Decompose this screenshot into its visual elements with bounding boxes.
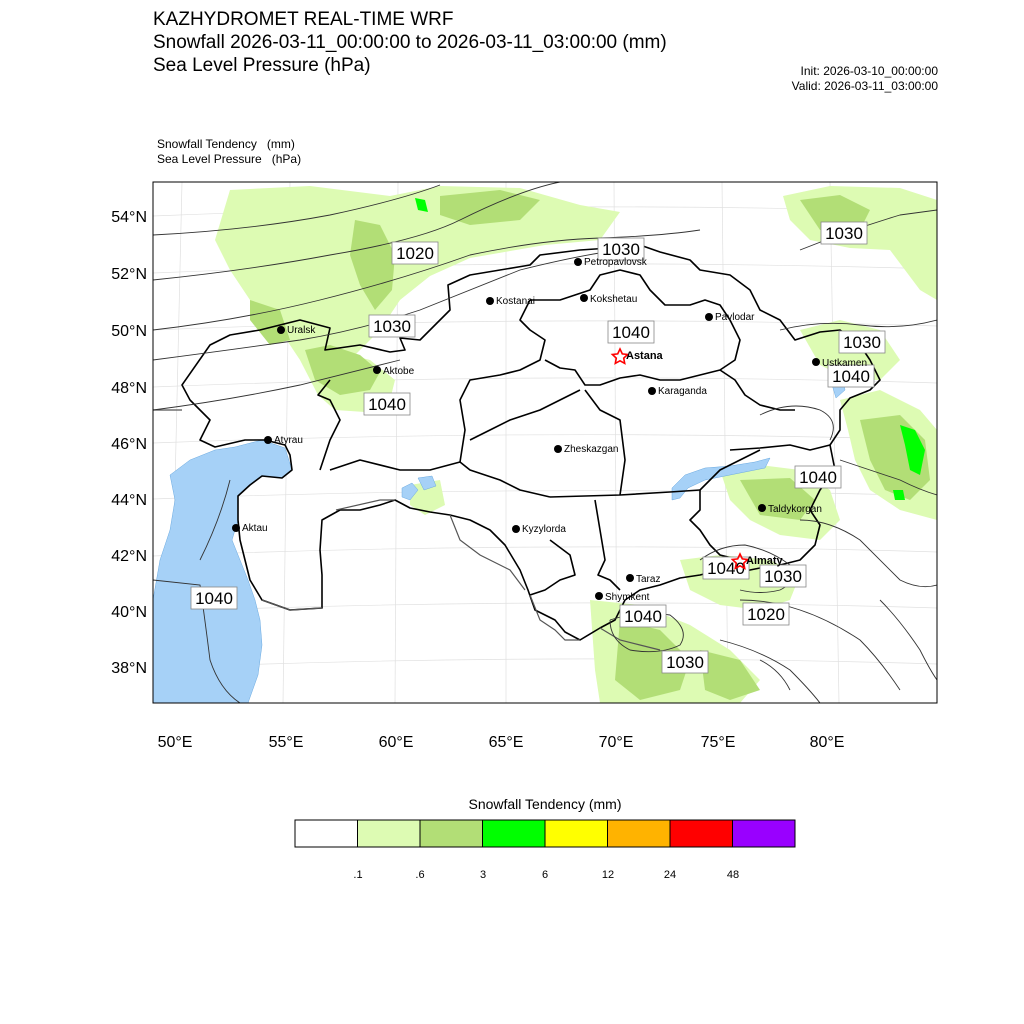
svg-text:75°E: 75°E (700, 734, 736, 751)
colorbar-swatch (358, 820, 421, 847)
valid-time: Valid: 2026-03-11_03:00:00 (791, 79, 938, 93)
isobar-label (369, 315, 415, 337)
svg-text:Kyzylorda: Kyzylorda (522, 524, 566, 535)
svg-text:55°E: 55°E (268, 734, 304, 751)
svg-text:1030: 1030 (666, 653, 704, 672)
isobar-label (743, 603, 789, 625)
svg-text:1030: 1030 (602, 240, 640, 259)
svg-text:50°E: 50°E (157, 734, 193, 751)
isobar-label (703, 557, 749, 579)
isobar-label (392, 242, 438, 264)
colorbar-swatch (670, 820, 733, 847)
svg-text:Aktobe: Aktobe (383, 366, 415, 377)
legend-title: Snowfall Tendency (mm) (468, 796, 622, 812)
city-astana (612, 349, 663, 363)
svg-text:1030: 1030 (764, 567, 802, 586)
svg-text:1030: 1030 (825, 224, 863, 243)
svg-text:44°N: 44°N (111, 492, 147, 509)
svg-text:48°N: 48°N (111, 380, 147, 397)
pressure-field-label: Sea Level Pressure (hPa) (157, 152, 302, 166)
city-kyzylorda (512, 524, 566, 535)
svg-text:80°E: 80°E (809, 734, 845, 751)
colorbar-swatch (420, 820, 483, 847)
svg-text:Aktau: Aktau (242, 523, 268, 534)
snowfall-field-label: Snowfall Tendency (mm) (157, 137, 295, 151)
lon-axis (158, 734, 845, 751)
svg-text:1030: 1030 (373, 317, 411, 336)
svg-text:Taldykorgan: Taldykorgan (768, 504, 822, 515)
svg-text:Zheskazgan: Zheskazgan (564, 444, 619, 455)
isobar-label (364, 393, 410, 415)
svg-text:24: 24 (663, 869, 677, 881)
svg-text:1030: 1030 (843, 333, 881, 352)
svg-text:38°N: 38°N (111, 660, 147, 677)
svg-text:50°N: 50°N (111, 323, 147, 340)
isobar-label (821, 222, 867, 244)
colorbar-swatch (733, 820, 796, 847)
isobar-label (608, 321, 654, 343)
colorbar-swatch (545, 820, 608, 847)
city-aktau (232, 523, 268, 534)
main-title: KAZHYDROMET REAL-TIME WRF (153, 9, 454, 30)
isobar-label (760, 565, 806, 587)
svg-text:12: 12 (601, 869, 615, 881)
colorbar (295, 820, 795, 847)
isobar-label (839, 331, 885, 353)
svg-text:1040: 1040 (612, 323, 650, 342)
svg-text:Petropavlovsk: Petropavlovsk (584, 257, 647, 268)
svg-text:Kokshetau: Kokshetau (590, 294, 638, 305)
svg-text:1040: 1040 (624, 607, 662, 626)
svg-text:1040: 1040 (368, 395, 406, 414)
init-time: Init: 2026-03-10_00:00:00 (800, 64, 938, 78)
isobar-label (620, 605, 666, 627)
svg-text:.6: .6 (415, 869, 425, 881)
svg-text:Almaty: Almaty (746, 555, 783, 567)
colorbar-ticks (353, 869, 739, 881)
svg-text:Uralsk: Uralsk (287, 325, 316, 336)
snowfall-period-title: Snowfall 2026-03-11_00:00:00 to 2026-03-11_03:00:00 (mm) (153, 32, 667, 53)
svg-text:42°N: 42°N (111, 548, 147, 565)
svg-text:3: 3 (479, 869, 487, 881)
svg-text:Atyrau: Atyrau (274, 435, 303, 446)
svg-text:.1: .1 (353, 869, 363, 881)
city-taraz (626, 574, 660, 585)
svg-text:1040: 1040 (799, 468, 837, 487)
svg-text:Ustkamen: Ustkamen (822, 358, 868, 369)
svg-text:Karaganda: Karaganda (658, 386, 707, 397)
svg-text:40°N: 40°N (111, 604, 147, 621)
city-kostanai (486, 296, 535, 307)
svg-text:60°E: 60°E (378, 734, 414, 751)
pressure-title: Sea Level Pressure (hPa) (153, 55, 371, 76)
isobar-label (795, 466, 841, 488)
svg-text:Kostanai: Kostanai (496, 296, 535, 307)
svg-text:Shymkent: Shymkent (605, 592, 650, 603)
svg-text:1040: 1040 (707, 559, 745, 578)
svg-text:Astana: Astana (626, 350, 663, 362)
svg-text:54°N: 54°N (111, 209, 147, 226)
svg-text:Taraz: Taraz (636, 574, 661, 585)
city-kokshetau (580, 294, 637, 305)
city-karaganda (648, 386, 707, 397)
isobar-label (662, 651, 708, 673)
city-taldykorgan (758, 504, 822, 515)
colorbar-swatch (483, 820, 546, 847)
isobar-label (191, 587, 237, 609)
city-petropavlovsk (574, 257, 648, 268)
svg-text:48: 48 (726, 869, 740, 881)
svg-text:1040: 1040 (832, 367, 870, 386)
svg-text:65°E: 65°E (488, 734, 524, 751)
svg-text:Pavlodar: Pavlodar (715, 312, 755, 323)
colorbar-swatch (295, 820, 358, 847)
colorbar-swatch (608, 820, 671, 847)
svg-text:1020: 1020 (747, 605, 785, 624)
svg-text:6: 6 (541, 869, 549, 881)
city-zheskazgan (554, 444, 618, 455)
svg-text:46°N: 46°N (111, 436, 147, 453)
svg-text:1020: 1020 (396, 244, 434, 263)
lat-axis (111, 209, 147, 677)
svg-text:70°E: 70°E (598, 734, 634, 751)
svg-text:1040: 1040 (195, 589, 233, 608)
svg-text:52°N: 52°N (111, 266, 147, 283)
